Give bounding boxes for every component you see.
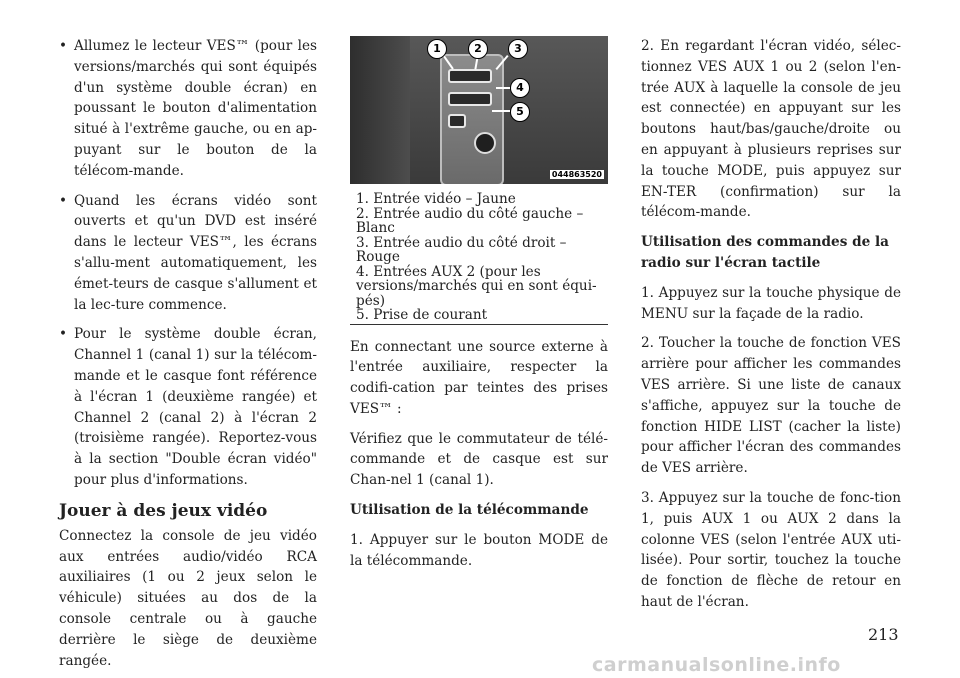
callout-3: 3 [508,39,528,59]
subheading: Utilisation de la télécommande [350,502,589,519]
aux-input-figure [350,36,608,184]
bullet-item: • Quand les écrans vidéo sont ouverts et qu'un DVD est inséré dans le lecteur VES™, les écrans s'allu-ment automatiquement, les émet-teurs de casque s'allument et la lec-ture commence. [59,191,317,316]
power-outlet [474,132,496,154]
right-column [641,36,901,613]
aux-port [448,114,466,128]
body-paragraph: Connectez la console de jeu vidéo aux entrées audio/vidéo RCA auxiliaires (1 ou 2 jeux selon le véhicule) situées au dos de la console centrale ou à gauche derrière le siège de deuxième rangée. [59,527,317,669]
step-item: 2. Toucher la touche de fonction VES arrière pour afficher les commandes VES arrière. Si une liste de canaux s'affiche, appuyez sur la touche de fonction HIDE LIST (cacher la liste) pour afficher l'écran des commandes de VES arrière. [641,335,901,477]
page-number: 213 [868,625,899,644]
middle-column [350,36,608,571]
body-paragraph: En connectant une source externe à l'entrée auxiliaire, respecter la codifi-cation par teintes des prises VES™ : [350,338,608,417]
callout-1: 1 [427,39,447,59]
callout-4: 4 [510,78,530,98]
step-item: 1. Appuyer sur le bouton MODE de la télécommande. [350,531,608,569]
caption-item: 1. Entrée vidéo – Jaune [356,191,516,207]
step-item: 3. Appuyez sur la touche de fonc-tion 1, puis AUX 1 ou AUX 2 dans la colonne VES (selon l'entrée AUX uti-lisée). Pour sortir, touchez la touche de fonction de flèche de retour en haut de l'écran. [641,489,901,610]
watermark: carmanualsonline.info [592,654,841,676]
caption-item: 5. Prise de courant [356,307,488,323]
left-column [59,36,317,671]
aux2-ports [448,92,492,106]
caption-item: 3. Entrée audio du côté droit – Rouge [356,234,567,265]
caption-item: 4. Entrées AUX 2 (pour les versions/marchés qui en sont équi-pés) [356,263,597,309]
figure-background [350,36,410,184]
rca-ports [448,69,492,83]
figure-code: 044863520 [551,170,602,179]
bullet-item: • Pour le système double écran, Channel 1 (canal 1) sur la télécom-mande et le casque font référence à l'écran 1 (deuxième rangée) et Channel 2 (canal 2) à l'écran 2 (troisième rangée). Reportez-vous à la section "Double écran vidéo" pour plus d'informations. [59,324,317,490]
caption-item: 2. Entrée audio du côté gauche – Blanc [356,205,584,236]
body-paragraph: Vérifiez que le commutateur de télé-commande et de casque est sur Chan-nel 1 (canal 1). [350,430,608,489]
section-heading: Jouer à des jeux vidéo [59,500,268,521]
callout-5: 5 [510,102,530,122]
callout-2: 2 [468,39,488,59]
leader-line [496,87,510,89]
figure-caption [350,192,608,323]
bullet-item: • Allumez le lecteur VES™ (pour les versions/marchés qui sont équipés d'un système double écran) en poussant le bouton d'alimentation situé à l'extrême gauche, ou en ap-puyant sur le bouton de la télécom-mande. [59,36,317,182]
caption-divider [350,324,608,325]
leader-line [492,110,510,112]
subheading: Utilisation des commandes de la radio sur l'écran tactile [641,234,889,271]
step-item: 1. Appuyez sur la touche physique de MENU sur la façade de la radio. [641,284,901,322]
step-item: 2. En regardant l'écran vidéo, sélec-tionnez VES AUX 1 ou 2 (selon l'en-trée AUX à laquelle la console de jeu est connectée) en appuyant sur les boutons haut/bas/gauche/droite ou en appuyant à plusieurs reprises sur la touche MODE, puis appuyez sur EN-TER (confirmation) sur la télécom-mande. [641,38,901,221]
instruction-bullet-list [59,36,317,491]
